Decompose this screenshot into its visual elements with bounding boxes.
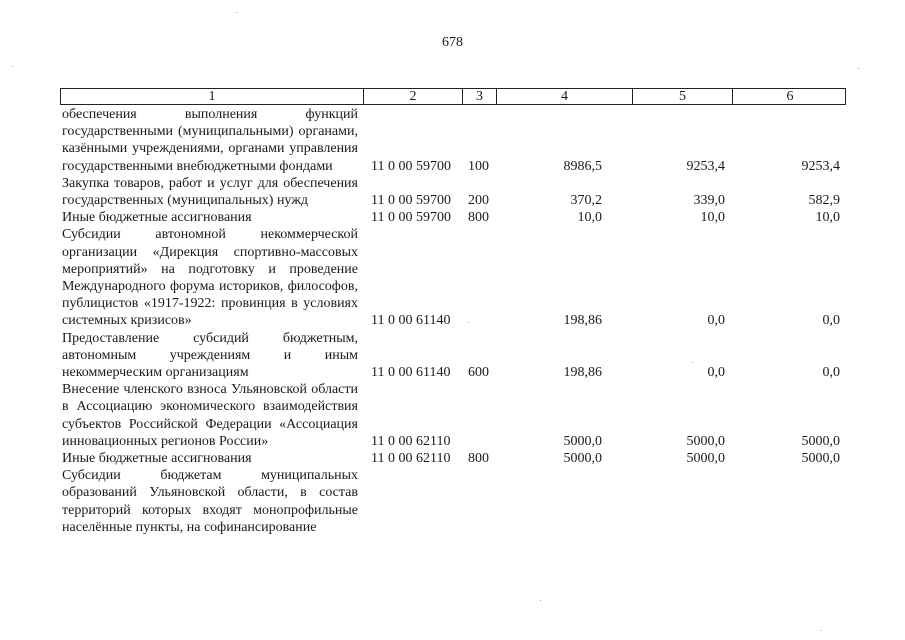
table-row: [0, 330, 905, 382]
scan-speckle: [236, 12, 237, 13]
row-value-col6: 5000,0: [801, 433, 840, 449]
row-description: Субсидии бюджетам муниципальных образований Ульяновской области, в состав территорий которых входят монопрофильные населённые пункты, на софинансирование: [62, 468, 358, 535]
table-row: [0, 450, 905, 467]
table-row: [0, 209, 905, 226]
row-value-col6: 9253,4: [801, 158, 840, 174]
header-col-4: 4: [497, 89, 633, 104]
row-value-col4: 198,86: [563, 313, 602, 329]
row-description: Субсидии автономной некоммерческой организации «Дирекция спортивно-массовых мероприятий» на подготовку и проведение Международного форума историков, философов, публицистов «1917-1922: провинция в условиях системных кризисов»: [62, 227, 358, 329]
scan-speckle: [820, 630, 821, 631]
row-value-col5: 5000,0: [686, 433, 725, 449]
row-value-col4: 10,0: [577, 210, 602, 226]
row-value-col6: 0,0: [822, 365, 840, 381]
row-value-col4: 8986,5: [563, 158, 602, 174]
table-row: [0, 467, 905, 536]
row-expense-type: 800: [468, 451, 489, 467]
row-value-col6: 10,0: [815, 210, 840, 226]
row-code: 11 0 00 59700: [371, 193, 451, 209]
row-description: обеспечения выполнения функций государственными (муниципальными) органами, казёнными учреждениями, органами управления государственными внебюджетными фондами: [62, 107, 358, 174]
row-value-col4: 198,86: [563, 365, 602, 381]
row-expense-type: 800: [468, 210, 489, 226]
row-code: 11 0 00 61140: [371, 365, 451, 381]
row-value-col4: 370,2: [570, 193, 602, 209]
table-row: [0, 226, 905, 329]
row-value-col4: 5000,0: [563, 451, 602, 467]
row-description: Иные бюджетные ассигнования: [62, 451, 252, 467]
scan-speckle: [858, 68, 859, 69]
row-value-col4: 5000,0: [563, 433, 602, 449]
scan-speckle: [540, 600, 541, 601]
scan-speckle: [468, 322, 469, 323]
header-col-2: 2: [364, 89, 463, 104]
header-col-5: 5: [633, 89, 733, 104]
row-code: 11 0 00 59700: [371, 210, 451, 226]
scan-speckle: [12, 66, 13, 67]
row-value-col5: 10,0: [700, 210, 725, 226]
scan-speckle: [692, 362, 693, 363]
row-description: Предоставление субсидий бюджетным, автономным учреждениям и иным некоммерческим организациям: [62, 330, 358, 381]
row-expense-type: 600: [468, 365, 489, 381]
row-value-col5: 0,0: [707, 313, 725, 329]
table-body: [0, 106, 905, 536]
header-col-3: 3: [463, 89, 497, 104]
page-number: 678: [442, 35, 463, 50]
header-col-1: 1: [61, 89, 364, 104]
row-description: Иные бюджетные ассигнования: [62, 210, 252, 226]
row-value-col6: 0,0: [822, 313, 840, 329]
row-code: 11 0 00 61140: [371, 313, 451, 329]
row-expense-type: 200: [468, 193, 489, 209]
row-code: 11 0 00 59700: [371, 158, 451, 174]
row-code: 11 0 00 62110: [371, 433, 451, 449]
row-value-col5: 339,0: [693, 193, 725, 209]
header-col-6: 6: [786, 89, 794, 104]
row-expense-type: 100: [468, 158, 489, 174]
row-value-col6: 582,9: [808, 193, 840, 209]
row-description: Закупка товаров, работ и услуг для обеспечения государственных (муниципальных) нужд: [62, 175, 358, 209]
table-row: [0, 106, 905, 175]
table-header: [60, 88, 846, 105]
row-value-col5: 9253,4: [686, 158, 725, 174]
row-value-col6: 5000,0: [801, 451, 840, 467]
row-value-col5: 5000,0: [686, 451, 725, 467]
row-value-col5: 0,0: [707, 365, 725, 381]
table-row: [0, 381, 905, 450]
row-description: Внесение членского взноса Ульяновской области в Ассоциацию экономического взаимодействия субъектов Российской Федерации «Ассоциация инновационных регионов России»: [62, 382, 358, 449]
table-row: [0, 175, 905, 209]
row-code: 11 0 00 62110: [371, 451, 451, 467]
